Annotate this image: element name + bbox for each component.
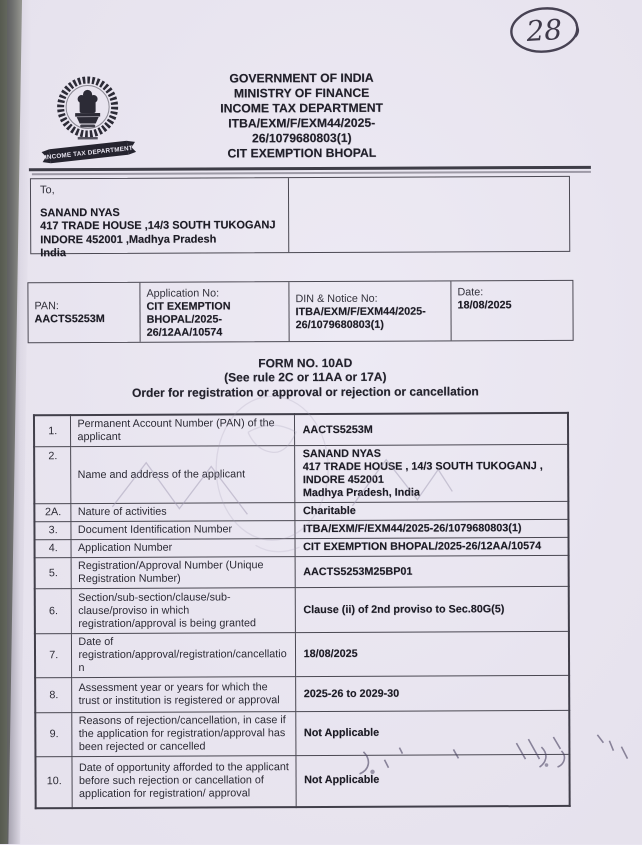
row-number: 2. bbox=[34, 447, 71, 504]
header-divider-thin bbox=[32, 171, 591, 175]
row-number: 3. bbox=[34, 522, 71, 540]
table-row bbox=[35, 537, 569, 557]
document-meta-strip bbox=[27, 280, 573, 343]
row-value-line: ITBA/EXM/F/EXM44/2025-26/1079680803(1) bbox=[302, 522, 522, 536]
row-value-line: Clause (ii) of 2nd proviso to Sec.80G(5) bbox=[303, 602, 505, 616]
row-number: 1. bbox=[34, 415, 71, 447]
table-row bbox=[34, 501, 568, 521]
row-value bbox=[295, 586, 569, 632]
table-row bbox=[35, 631, 569, 677]
row-label: Date of opportunity afforded to the applicant before such rejection or cancellation of application for registration/ approval bbox=[72, 756, 295, 808]
table-row bbox=[35, 586, 569, 633]
row-value bbox=[294, 444, 568, 502]
page-number-annotation bbox=[496, 1, 596, 65]
table-row bbox=[35, 754, 569, 807]
row-label: Document Identification Number bbox=[71, 521, 294, 540]
recipient-address-cell bbox=[31, 178, 289, 260]
date-label: Date: bbox=[457, 286, 484, 299]
row-number: 6. bbox=[35, 589, 72, 634]
form-rule-reference: (See rule 2C or 11AA or 17A) bbox=[224, 370, 387, 385]
recipient-country: India bbox=[40, 247, 66, 260]
row-label: Reasons of rejection/cancellation, in case if the application for registration/approval has been rejected or cancelled bbox=[72, 712, 295, 757]
recipient-box-empty-cell bbox=[289, 177, 569, 252]
row-label: Registration/Approval Number (Unique Registration Number) bbox=[72, 557, 295, 589]
row-value-line: Not Applicable bbox=[304, 773, 380, 787]
pan-value: AACTS5253M bbox=[34, 312, 105, 325]
recipient-address-line: INDORE 452001 ,Madhya Pradesh bbox=[40, 232, 217, 246]
row-label: Nature of activities bbox=[71, 503, 294, 522]
application-no-value: CIT EXEMPTION BHOPAL/2025-26/12AA/10574 bbox=[146, 300, 231, 339]
row-label: Section/sub-section/clause/sub-clause/proviso in which registration/approval is being granted bbox=[72, 588, 295, 634]
row-value-line: Charitable bbox=[302, 504, 356, 518]
row-label: Assessment year or years for which the trust or institution is registered or approval bbox=[72, 677, 295, 713]
row-label: Permanent Account Number (PAN) of the applicant bbox=[71, 414, 294, 446]
row-number: 10. bbox=[35, 757, 72, 808]
date-cell bbox=[451, 281, 572, 341]
emblem-ribbon bbox=[41, 140, 136, 164]
row-number: 2A. bbox=[34, 504, 71, 522]
letterhead-line: CIT EXEMPTION BHOPAL bbox=[227, 145, 377, 160]
form-10ad-table bbox=[33, 412, 571, 809]
din-notice-cell bbox=[289, 281, 451, 341]
row-value bbox=[294, 519, 568, 538]
row-value bbox=[295, 555, 569, 587]
row-value bbox=[295, 537, 569, 556]
letterhead bbox=[146, 70, 456, 161]
table-row bbox=[34, 444, 568, 503]
letterhead-line: GOVERNMENT OF INDIA bbox=[229, 70, 374, 86]
circled-number-drawing bbox=[496, 1, 596, 65]
row-number: 4. bbox=[35, 540, 72, 558]
row-value bbox=[295, 710, 569, 755]
row-number: 5. bbox=[35, 558, 72, 589]
row-label: Name and address of the applicant bbox=[71, 446, 294, 504]
form-order-title: Order for registration or approval or rejection or cancellation bbox=[131, 384, 479, 400]
row-value-line: Madhya Pradesh, India bbox=[302, 486, 420, 500]
row-value-line: AACTS5253M bbox=[302, 423, 373, 436]
table-row bbox=[34, 519, 568, 539]
table-row bbox=[35, 675, 569, 712]
row-value-line: 18/08/2025 bbox=[303, 647, 358, 661]
application-no-label: Application No: bbox=[146, 287, 220, 300]
row-value-line: AACTS5253M25BP01 bbox=[303, 565, 413, 578]
row-value-line: 2025-26 to 2029-30 bbox=[303, 687, 400, 700]
row-value bbox=[295, 675, 569, 711]
row-value bbox=[296, 754, 570, 806]
row-value-line: SANAND NYAS bbox=[302, 447, 381, 461]
row-label: Date of registration/approval/registration/cancellation bbox=[72, 633, 295, 678]
row-value bbox=[294, 413, 568, 446]
row-value bbox=[295, 631, 569, 676]
row-value-line: 417 TRADE HOUSE , 14/3 SOUTH TUKOGANJ , bbox=[302, 460, 543, 474]
din-notice-value: ITBA/EXM/F/EXM44/2025-26/1079680803(1) bbox=[295, 305, 426, 332]
income-tax-department-emblem-icon bbox=[40, 71, 136, 171]
row-value-line: INDORE 452001 bbox=[302, 473, 384, 487]
salutation: To, bbox=[39, 184, 55, 197]
form-title-block bbox=[35, 355, 576, 401]
recipient-address-line: 417 TRADE HOUSE ,14/3 SOUTH TUKOGANJ bbox=[40, 219, 276, 233]
row-value bbox=[294, 501, 568, 520]
pan-cell bbox=[28, 283, 140, 342]
pan-label: PAN: bbox=[34, 299, 59, 312]
ashoka-lion-capital-icon bbox=[75, 90, 100, 128]
application-no-cell bbox=[140, 282, 289, 342]
table-row bbox=[35, 555, 569, 588]
emblem-banner-text: INCOME TAX DEPARTMENT bbox=[44, 144, 134, 162]
letterhead-line: ITBA/EXM/F/EXM44/2025- bbox=[228, 115, 376, 131]
motto-mark bbox=[78, 137, 98, 139]
date-value: 18/08/2025 bbox=[457, 299, 512, 312]
letterhead-line: INCOME TAX DEPARTMENT bbox=[220, 100, 384, 116]
row-label: Application Number bbox=[71, 539, 294, 558]
row-number: 7. bbox=[35, 634, 72, 678]
table-row bbox=[34, 413, 568, 447]
form-number: FORM NO. 10AD bbox=[258, 355, 353, 371]
recipient-name: SANAND NYAS bbox=[40, 206, 120, 219]
letterhead-line: MINISTRY OF FINANCE bbox=[233, 85, 370, 101]
table-row bbox=[35, 710, 569, 756]
din-notice-label: DIN & Notice No: bbox=[295, 292, 378, 306]
row-number: 8. bbox=[35, 678, 72, 713]
row-value-line: CIT EXEMPTION BHOPAL/2025-26/12AA/10574 bbox=[303, 540, 542, 554]
page-number-text: 28 bbox=[525, 13, 563, 49]
row-number: 9. bbox=[35, 713, 72, 757]
row-value-line: Not Applicable bbox=[303, 726, 380, 740]
letterhead-line: 26/1079680803(1) bbox=[251, 130, 352, 145]
recipient-address-box bbox=[30, 176, 570, 260]
